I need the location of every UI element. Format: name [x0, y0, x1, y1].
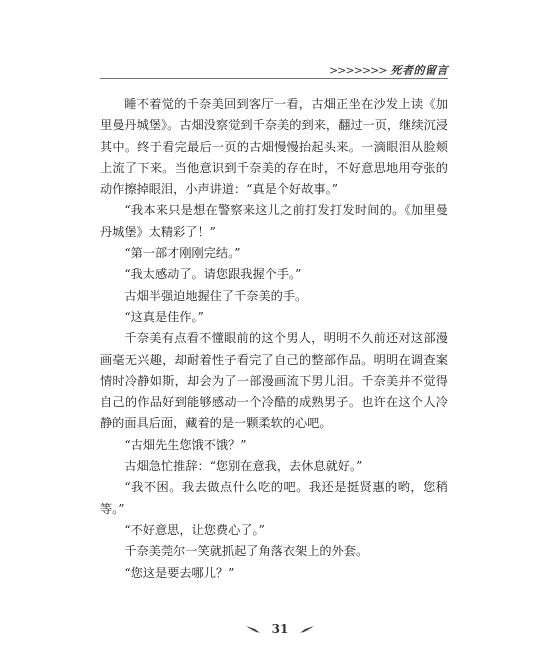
paragraph: 古畑急忙推辞：“您别在意我，去休息就好。” [124, 459, 363, 474]
running-header [329, 62, 448, 78]
paragraph: “第一部才刚刚完结。” [124, 246, 241, 261]
page-footer [0, 621, 560, 636]
paragraph: “这真是佳作。” [124, 309, 204, 324]
header-rule [100, 78, 448, 79]
paragraph: 睡不着觉的千奈美回到客厅一看，古畑正坐在沙发上读《加里曼丹城堡》。古畑没察觉到千奈美的到来，翻过一页，继续沉浸其中。终于看完最后一页的古畑慢慢抬起头来。一滴眼泪从脸颊上流了下来。当他意识到千奈美的存在时，不好意思地用夸张的动作擦掉眼泪，小声讲道：“真是个好故事。” [100, 97, 448, 197]
feather-left-icon [245, 624, 261, 634]
paragraph: “我不困。我去做点什么吃的吧。我还是挺贤惠的哟，您稍等。” [100, 480, 448, 516]
header-title: 死者的留言 [390, 64, 448, 77]
feather-right-icon [299, 624, 315, 634]
body-text [100, 94, 448, 584]
page-number: 31 [271, 621, 289, 636]
paragraph: 千奈美有点看不懂眼前的这个男人，明明不久前还对这部漫画毫无兴趣，却耐着性子看完了自己的整部作品。明明在调查案情时冷静如斯，却会为了一部漫画流下男儿泪。千奈美并不觉得自己的作品好到能够感动一个冷酷的成熟男子。也许在这个人冷静的面具后面，藏着的是一颗柔软的心吧。 [100, 331, 448, 431]
paragraph: “我太感动了。请您跟我握个手。” [124, 267, 302, 282]
paragraph: “我本来只是想在警察来这儿之前打发打发时间的。《加里曼丹城堡》太精彩了！” [100, 203, 448, 239]
header-arrows: >>>>>>> [328, 64, 387, 77]
paragraph: 千奈美莞尔一笑就抓起了角落衣架上的外套。 [124, 544, 369, 559]
paragraph: “古畑先生您饿不饿？” [124, 437, 247, 452]
paragraph: “不好意思，让您费心了。” [124, 522, 265, 537]
paragraph: “您这是要去哪儿？” [124, 565, 235, 580]
paragraph: 古畑半强迫地握住了千奈美的手。 [124, 288, 308, 303]
